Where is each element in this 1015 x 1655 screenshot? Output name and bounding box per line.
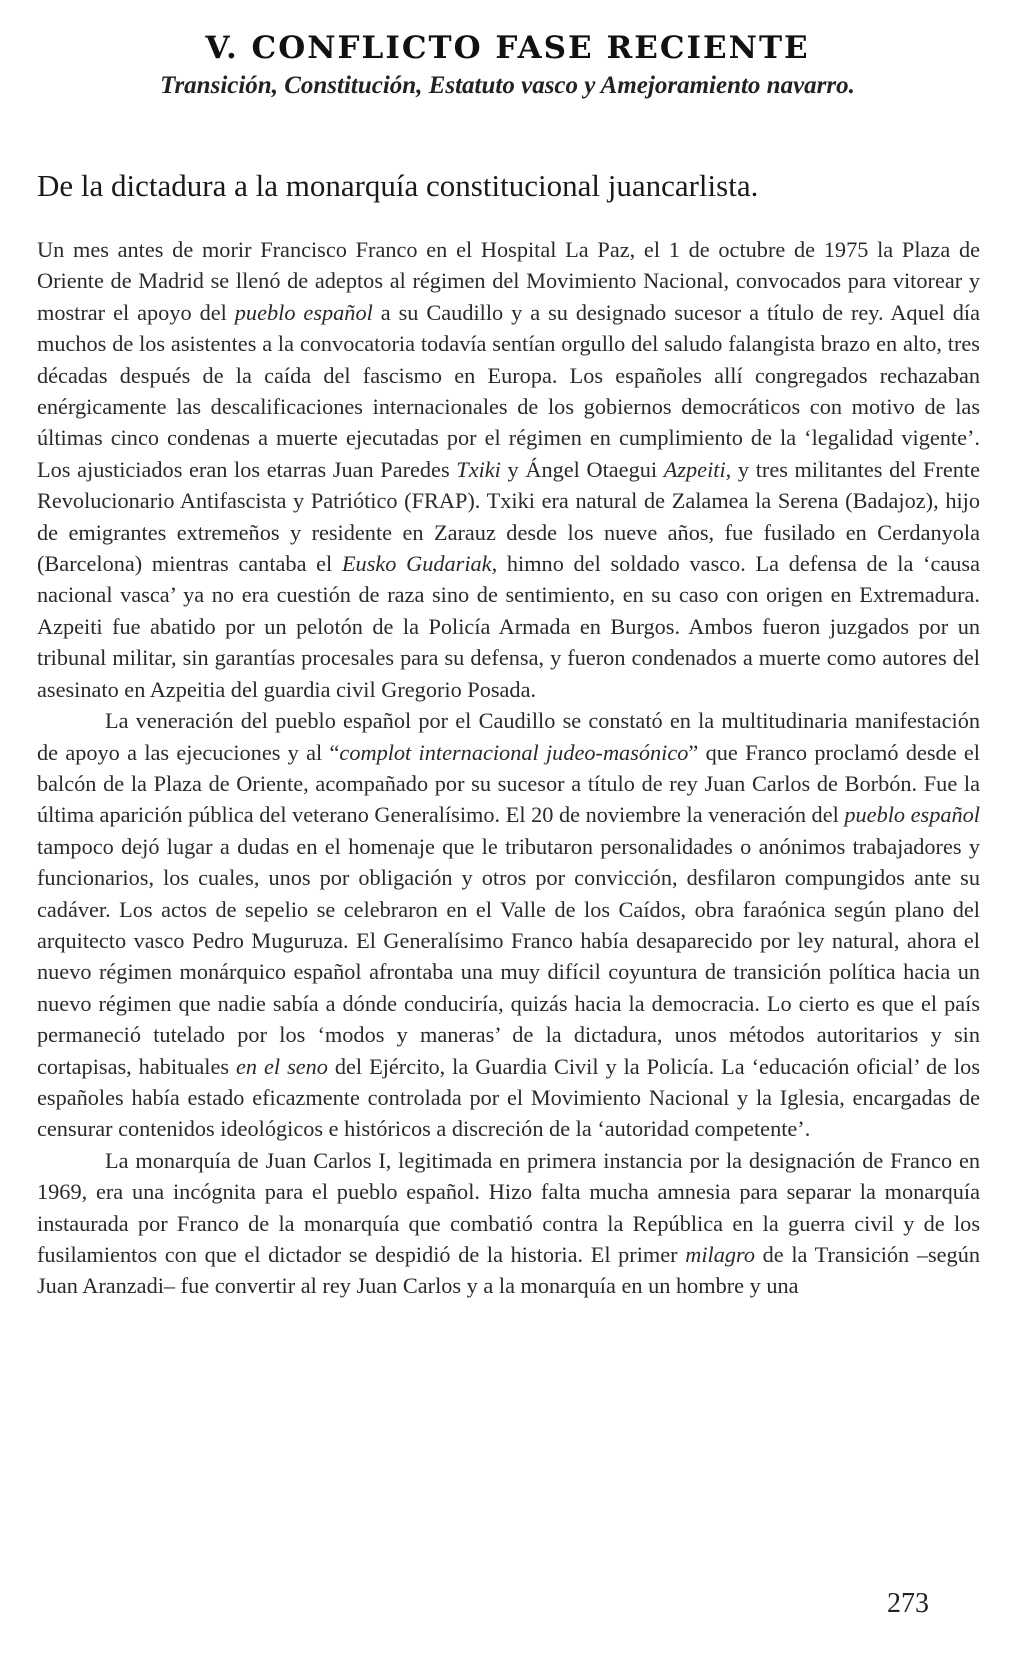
italic-run: Azpeiti, [663, 456, 732, 482]
italic-run: Txiki [456, 456, 501, 482]
chapter-subtitle: Transición, Constitución, Estatuto vasco y Amejoramiento navarro. [160, 72, 855, 99]
page-number: 273 [887, 1588, 929, 1619]
paragraph-2 [37, 705, 980, 1145]
chapter-title: V. CONFLICTO FASE RECIENTE [205, 30, 810, 66]
text-run: La veneración del pueblo español por el Caudillo se constató en la multitudinaria manifestación de apoyo a las ejecuciones y al “ [37, 708, 980, 765]
text-run: ” que Franco proclamó desde el balcón de la Plaza de Oriente, acompañado por su sucesor a título de rey Juan Carlos de Borbón. Fue la última aparición pública del veterano Generalísimo. El 20 de noviembre la veneración del [37, 739, 980, 828]
text-run: a su Caudillo y a su designado sucesor a título de rey. Aquel día muchos de los asistentes a la convocatoria todavía sentían orgullo del saludo falangista brazo en alto, tres décadas después de la caída del fascismo en Europa. Los españoles allí congregados rechazaban enérgicamente las descalificaciones internacionales de los gobiernos democráticos con motivo de las últimas cinco condenas a muerte ejecutadas por el régimen en cumplimiento de la ‘legalidad vigente’. Los ajusticiados eran los etarras Juan Paredes [37, 299, 981, 482]
text-run: y tres militantes del Frente Revolucionario Antifascista y Patriótico (FRAP). Txiki era natural de Zalamea la Serena (Badajoz), hijo de emigrantes extremeños y residente en Zarauz desde los nueve años, fue fusilado en Cerdanyola (Barcelona) mientras cantaba el [37, 456, 980, 577]
section-heading: De la dictadura a la monarquía constitucional juancarlista. [37, 168, 759, 203]
italic-run: milagro [685, 1242, 756, 1267]
text-run: y Ángel Otaegui [500, 456, 664, 482]
text-run: de la Transición –según Juan Aranzadi– fue convertir al rey Juan Carlos y a la monarquía en un hombre y una [37, 1242, 981, 1299]
text-run: del Ejército, la Guardia Civil y la Policía. La ‘educación oficial’ de los españoles había estado eficazmente controlada por el Movimiento Nacional y la Iglesia, encargadas de censurar contenidos ideológicos e históricos a discreción de la ‘autoridad competente’. [37, 1053, 980, 1142]
paragraph-3 [37, 1145, 980, 1302]
paragraph-1 [37, 234, 980, 705]
text-run: himno del soldado vasco. La defensa de la ‘causa nacional vasca’ ya no era cuestión de raza sino de sentimiento, en su caso con origen en Extremadura. Azpeiti fue abatido por un pelotón de la Policía Armada en Burgos. Ambos fueron juzgados por un tribunal militar, sin garantías procesales para su defensa, y fueron condenados a muerte como autores del asesinato en Azpeitia del guardia civil Gregorio Posada. [37, 551, 981, 702]
italic-run: pueblo español [844, 802, 980, 828]
italic-run: Eusko Gudariak, [341, 551, 498, 577]
text-run: La monarquía de Juan Carlos I, legitimada en primera instancia por la designación de Franco en 1969, era una incógnita para el pueblo español. Hizo falta mucha amnesia para separar la monarquía instaurada por Franco de la monarquía que combatió contra la República en la guerra civil y de los fusilamientos con que el dictador se despidió de la historia. El primer [37, 1147, 980, 1267]
text-run: Un mes antes de morir Francisco Franco en el Hospital La Paz, el 1 de octubre de 1975 la Plaza de Oriente de Madrid se llenó de adeptos al régimen del Movimiento Nacional, convocados para vitorear y mostrar el apoyo del [37, 237, 980, 325]
italic-run: en el seno [236, 1053, 328, 1079]
text-run: tampoco dejó lugar a dudas en el homenaje que le tributaron personalidades o anónimos trabajadores y funcionarios, los cuales, unos por obligación y otros por convicción, desfilaron compungidos ante su cadáver. Los actos de sepelio se celebraron en el Valle de los Caídos, obra faraónica según plano del arquitecto vasco Pedro Muguruza. El Generalísimo Franco había desaparecido por ley natural, ahora el nuevo régimen monárquico español afrontaba una muy difícil coyuntura de transición política hacia un nuevo régimen que nadie sabía a dónde conduciría, quizás hacia la democracia. Lo cierto es que el país permaneció tutelado por los ‘modos y maneras’ de la dictadura, unos métodos autoritarios y sin cortapisas, habituales [37, 833, 980, 1079]
italic-run: complot internacional judeo-masónico [339, 739, 689, 765]
body-text [37, 234, 980, 1302]
italic-run: pueblo español [234, 299, 373, 325]
